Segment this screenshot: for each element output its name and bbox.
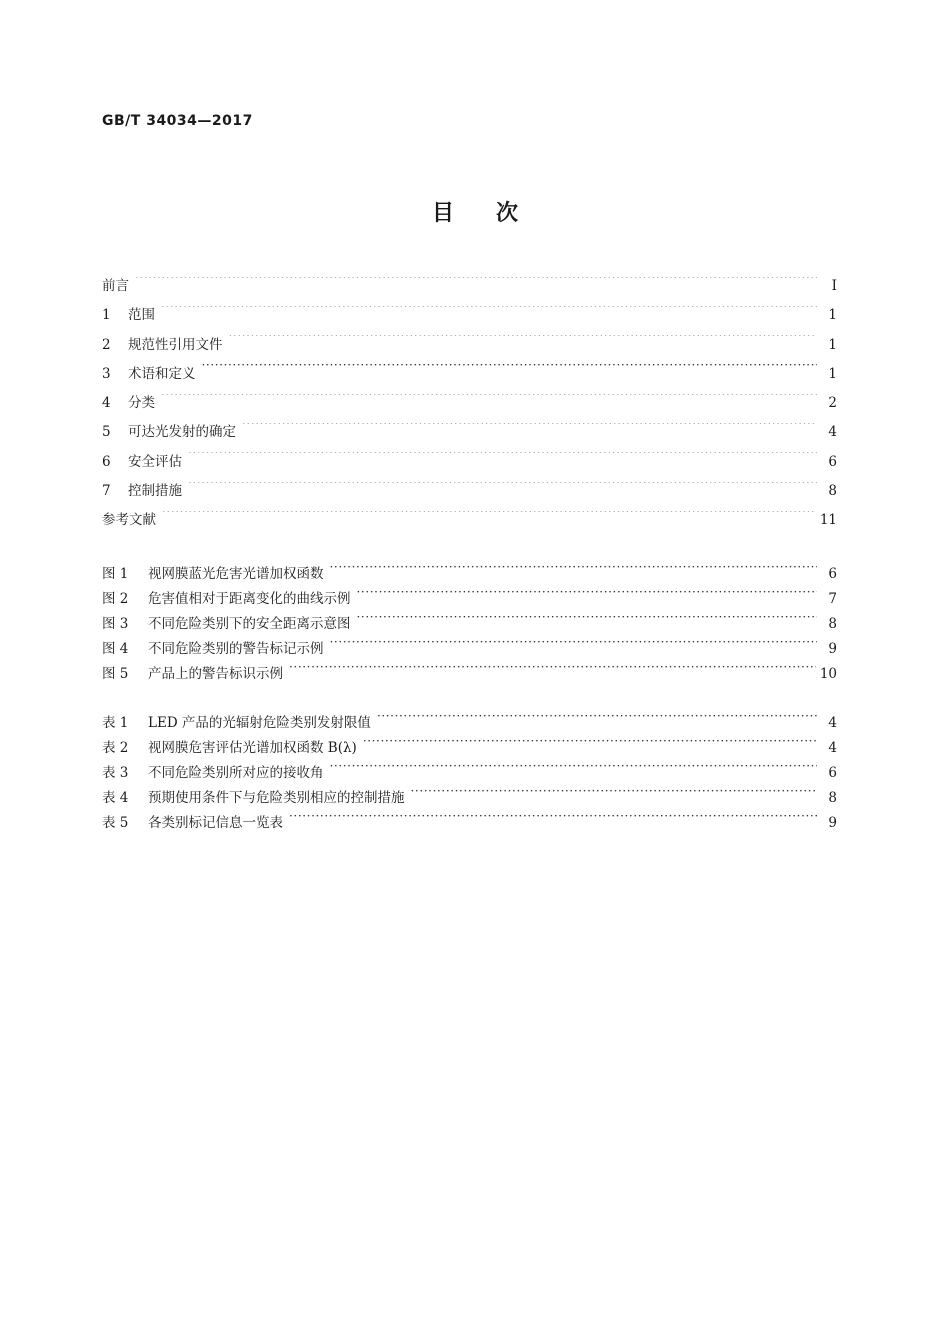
toc-entry-number: 4 xyxy=(102,395,111,412)
toc-entry-page: 1 xyxy=(828,365,837,382)
table-page: 4 xyxy=(828,739,837,756)
toc-entry-label: 安全评估 xyxy=(128,453,182,470)
figure-number: 图 4 xyxy=(102,640,129,657)
dot-leader xyxy=(202,364,818,378)
toc-entry-page: 1 xyxy=(828,307,837,324)
toc-entry-number: 7 xyxy=(102,483,111,500)
toc-entry-number: 3 xyxy=(102,365,111,382)
table-number: 表 5 xyxy=(102,814,129,831)
toc-figures xyxy=(102,562,837,687)
toc-entry-number: 5 xyxy=(102,424,111,441)
table-number: 表 4 xyxy=(102,789,129,806)
toc-table-entry[interactable] xyxy=(102,711,837,736)
figure-label: 不同危险类别的警告标记示例 xyxy=(148,640,324,657)
figure-label: 视网膜蓝光危害光谱加权函数 xyxy=(148,565,324,582)
figure-page: 8 xyxy=(828,615,837,632)
toc-table-entry[interactable] xyxy=(102,736,837,761)
toc-entry-label: 可达光发射的确定 xyxy=(128,424,236,441)
toc-entry-label: 控制措施 xyxy=(128,483,182,500)
dot-leader xyxy=(161,394,817,408)
page-title: 目次 xyxy=(431,201,560,226)
toc-figure-entry[interactable] xyxy=(102,587,837,612)
table-number: 表 2 xyxy=(102,739,129,756)
toc-entry-page: 1 xyxy=(828,336,837,353)
toc-entry-label: 规范性引用文件 xyxy=(128,336,223,353)
table-number: 表 3 xyxy=(102,764,129,781)
toc-entry[interactable] xyxy=(102,331,837,360)
figure-page: 7 xyxy=(828,590,837,607)
dot-leader xyxy=(357,614,818,628)
figure-number: 图 1 xyxy=(102,565,129,582)
toc-entry-page: 2 xyxy=(828,395,837,412)
toc-sections xyxy=(102,272,837,536)
dot-leader xyxy=(229,335,818,349)
toc-table-entry[interactable] xyxy=(102,811,837,836)
dot-leader xyxy=(188,482,817,496)
toc-entry-label: 术语和定义 xyxy=(128,365,196,382)
toc-table-entry[interactable] xyxy=(102,786,837,811)
toc-entry-number: 6 xyxy=(102,453,111,470)
toc-figure-entry[interactable] xyxy=(102,612,837,637)
table-label: 预期使用条件下与危险类别相应的控制措施 xyxy=(148,789,405,806)
dot-leader xyxy=(357,589,818,603)
toc-tables xyxy=(102,711,837,836)
dot-leader xyxy=(135,277,817,291)
toc-entry[interactable] xyxy=(102,477,837,506)
toc-figure-entry[interactable] xyxy=(102,637,837,662)
figure-number: 图 5 xyxy=(102,665,129,682)
dot-leader xyxy=(377,713,817,727)
dot-leader xyxy=(242,423,817,437)
toc-entry-page: 6 xyxy=(828,453,837,470)
toc-table-entry[interactable] xyxy=(102,761,837,786)
toc-figure-entry[interactable] xyxy=(102,562,837,587)
figure-label: 危害值相对于距离变化的曲线示例 xyxy=(148,590,351,607)
dot-leader xyxy=(289,664,816,678)
toc-figure-entry[interactable] xyxy=(102,662,837,687)
toc-entry-label: 参考文献 xyxy=(102,512,156,529)
dot-leader xyxy=(330,763,818,777)
toc-entry-page: 8 xyxy=(828,483,837,500)
table-label: 视网膜危害评估光谱加权函数 B(λ) xyxy=(148,739,357,756)
figure-label: 产品上的警告标识示例 xyxy=(148,665,283,682)
toc-entry-number: 1 xyxy=(102,307,111,324)
dot-leader xyxy=(411,788,818,802)
figure-page: 10 xyxy=(819,665,837,682)
table-page: 8 xyxy=(828,789,837,806)
toc-entry-number: 2 xyxy=(102,336,111,353)
toc-entry-page: 4 xyxy=(828,424,837,441)
figure-page: 9 xyxy=(828,640,837,657)
toc-entry-label: 范围 xyxy=(128,307,155,324)
toc-entry-label: 前言 xyxy=(102,278,129,294)
toc-entry-label: 分类 xyxy=(128,395,155,412)
toc-entry[interactable] xyxy=(102,448,837,477)
table-page: 9 xyxy=(828,814,837,831)
dot-leader xyxy=(161,306,817,320)
dot-leader xyxy=(162,511,816,525)
figure-number: 图 3 xyxy=(102,615,129,632)
table-label: LED 产品的光辐射危险类别发射限值 xyxy=(148,714,371,731)
toc-entry[interactable] xyxy=(102,360,837,389)
dot-leader xyxy=(330,639,818,653)
toc-entry[interactable] xyxy=(102,301,837,330)
figure-label: 不同危险类别下的安全距离示意图 xyxy=(148,615,351,632)
table-page: 6 xyxy=(828,764,837,781)
dot-leader xyxy=(330,564,818,578)
dot-leader xyxy=(289,813,817,827)
table-number: 表 1 xyxy=(102,714,129,731)
figure-page: 6 xyxy=(828,565,837,582)
table-page: 4 xyxy=(828,714,837,731)
toc-entry-page: 11 xyxy=(819,512,837,529)
toc-entry-page: Ⅰ xyxy=(831,278,837,294)
toc-entry[interactable] xyxy=(102,418,837,447)
toc-entry[interactable] xyxy=(102,506,837,535)
table-of-contents xyxy=(102,272,837,836)
dot-leader xyxy=(188,452,817,466)
toc-entry[interactable] xyxy=(102,272,837,301)
standard-code: GB/T 34034—2017 xyxy=(102,113,253,129)
table-label: 不同危险类别所对应的接收角 xyxy=(148,764,324,781)
table-label: 各类别标记信息一览表 xyxy=(148,814,283,831)
figure-number: 图 2 xyxy=(102,590,129,607)
toc-entry[interactable] xyxy=(102,389,837,418)
dot-leader xyxy=(363,738,817,752)
